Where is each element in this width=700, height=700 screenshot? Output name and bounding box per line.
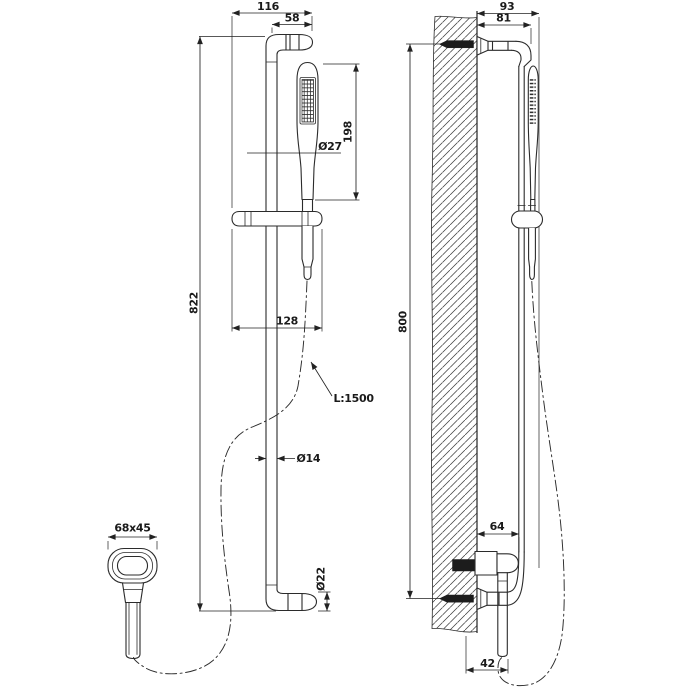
dim-label-116: 116 [256, 0, 280, 13]
dim-label-58: 58 [284, 11, 300, 25]
dim-label-22: Ø22 [314, 567, 328, 591]
dim-label-822: 822 [187, 291, 201, 315]
slider-capsule-front [232, 212, 322, 227]
outlet-flange-outer [108, 549, 157, 584]
dim-label-68x45: 68x45 [114, 521, 151, 535]
outlet-escutcheon-side [475, 552, 497, 576]
slider-capsule-side [512, 211, 543, 228]
bottom-bracket-cone-side [477, 588, 487, 610]
dim-label-81: 81 [496, 11, 511, 25]
hose-nut-side [529, 228, 536, 280]
outlet-body-side [497, 554, 518, 573]
wall-hatching [431, 16, 477, 632]
dim-label-27: Ø27 [318, 140, 342, 153]
dim-label-93: 93 [499, 0, 515, 13]
dim-label-198: 198 [341, 120, 355, 144]
dim-label-hose-length: L:1500 [333, 392, 374, 405]
spray-face-side-grid [530, 78, 536, 124]
spray-face-grid [302, 80, 314, 123]
hose-nut-front [302, 226, 313, 280]
dim-label-64: 64 [489, 520, 505, 533]
outlet-supply-connection [453, 560, 476, 572]
wall-section [431, 11, 477, 633]
dim-label-800: 800 [396, 310, 410, 334]
slider-bar-front [232, 212, 322, 227]
dim-label-14: Ø14 [296, 452, 321, 465]
screw-body-bottom-icon [447, 595, 474, 602]
dim-label-128: 128 [275, 314, 299, 328]
screw-body-top-icon [447, 41, 474, 48]
dim-label-42: 42 [480, 657, 495, 670]
